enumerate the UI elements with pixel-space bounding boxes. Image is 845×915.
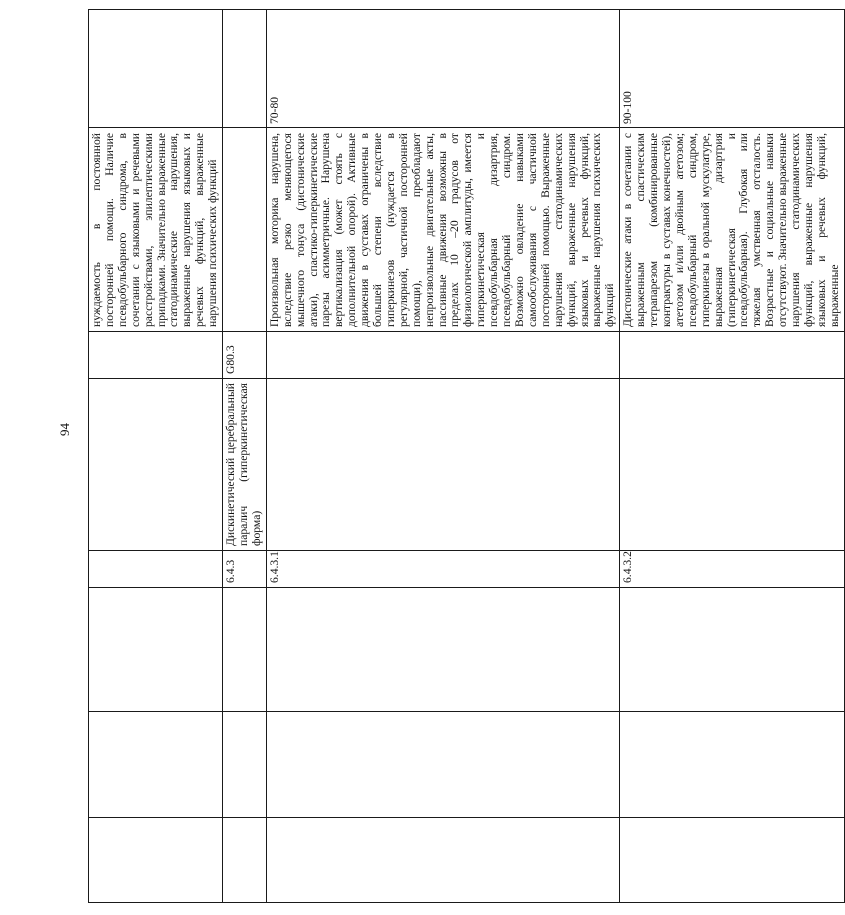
clinical-description: Произвольная моторика нарушена, вследствие резко меняющегося мышечного тонуса (дистонические атаки), спастико-гиперкинетические парезы асимметричные. Нарушена вертикализация (может стоять с дополнительной опорой). Активные движения в суставах ограничены в большей степени вследствие гиперкинезов (нуждается в регулярной, частичной посторонней помощи), преобладают непроизвольные двигательные акты, пассивные движения возможны в пределах 10 –20 градусов от физиологической амплитуды, имеется гиперкинетическая и псевдобульбарная дизартрия, псевдобульбарный синдром. Возможно овладение навыками самообслуживания с частичной посторонней помощью. Выраженные нарушения статодинамических функций, выраженные нарушения языковых и речевых функций, выраженные нарушения психических функций xyxy=(266,128,619,332)
clinical-description xyxy=(223,128,267,332)
blank-cell xyxy=(223,818,267,903)
icd-code xyxy=(620,332,844,379)
blank-cell xyxy=(89,712,223,818)
row-code: 6.4.3 xyxy=(223,551,267,588)
disease-name: Дискинетический церебральный паралич (гиперкинетическая форма) xyxy=(223,379,267,551)
blank-cell xyxy=(223,588,267,712)
blank-cell xyxy=(89,818,223,903)
percent-value: 90-100 xyxy=(620,10,844,128)
disease-name xyxy=(89,379,223,551)
percent-value xyxy=(223,10,267,128)
percent-value xyxy=(89,10,223,128)
row-code: 6.4.3.1 xyxy=(266,551,619,588)
disease-name xyxy=(266,379,619,551)
table-row xyxy=(266,10,619,903)
blank-cell xyxy=(266,818,619,903)
page-number: 94 xyxy=(57,423,72,436)
blank-cell xyxy=(266,588,619,712)
blank-cell xyxy=(266,712,619,818)
rotated-table-sheet xyxy=(88,10,841,915)
percent-value: 70-80 xyxy=(266,10,619,128)
disability-criteria-table xyxy=(88,9,845,903)
table-row xyxy=(223,10,267,903)
table-row xyxy=(620,10,844,903)
blank-cell xyxy=(620,588,844,712)
row-code xyxy=(89,551,223,588)
icd-code xyxy=(89,332,223,379)
table-row xyxy=(89,10,223,903)
blank-cell xyxy=(620,712,844,818)
icd-code: G80.3 xyxy=(223,332,267,379)
blank-cell xyxy=(89,588,223,712)
blank-cell xyxy=(620,818,844,903)
clinical-description: Дистонические атаки в сочетании с выраженным спастическим тетрапарезом (комбинированные контрактуры в суставах конечностей), атетозом и/или двойным атетозом; псевдобульбарный синдром, гиперкинезы в оральной мускулатуре, выраженная дизартрия (гиперкинетическая и псевдобульбарная). Глубокая или тяжелая умственная отсталость. Возрастные и социальные навыки отсутствуют. Значительно выраженные нарушения статодинамических функций, выраженные нарушения языковых и речевых функций, выраженные xyxy=(620,128,844,332)
row-code: 6.4.3.2 xyxy=(620,551,844,588)
blank-cell xyxy=(223,712,267,818)
disease-name xyxy=(620,379,844,551)
clinical-description: нуждаемость в постоянной посторонней помощи. Наличие псевдобульбарного синдрома, в сочетании с языковыми и речевыми расстройствами, эпилептическими припадками. Значительно выраженные статодинамические нарушения, выраженные нарушения языковых и речевых функций, выраженные нарушения психических функций xyxy=(89,128,223,332)
icd-code xyxy=(266,332,619,379)
